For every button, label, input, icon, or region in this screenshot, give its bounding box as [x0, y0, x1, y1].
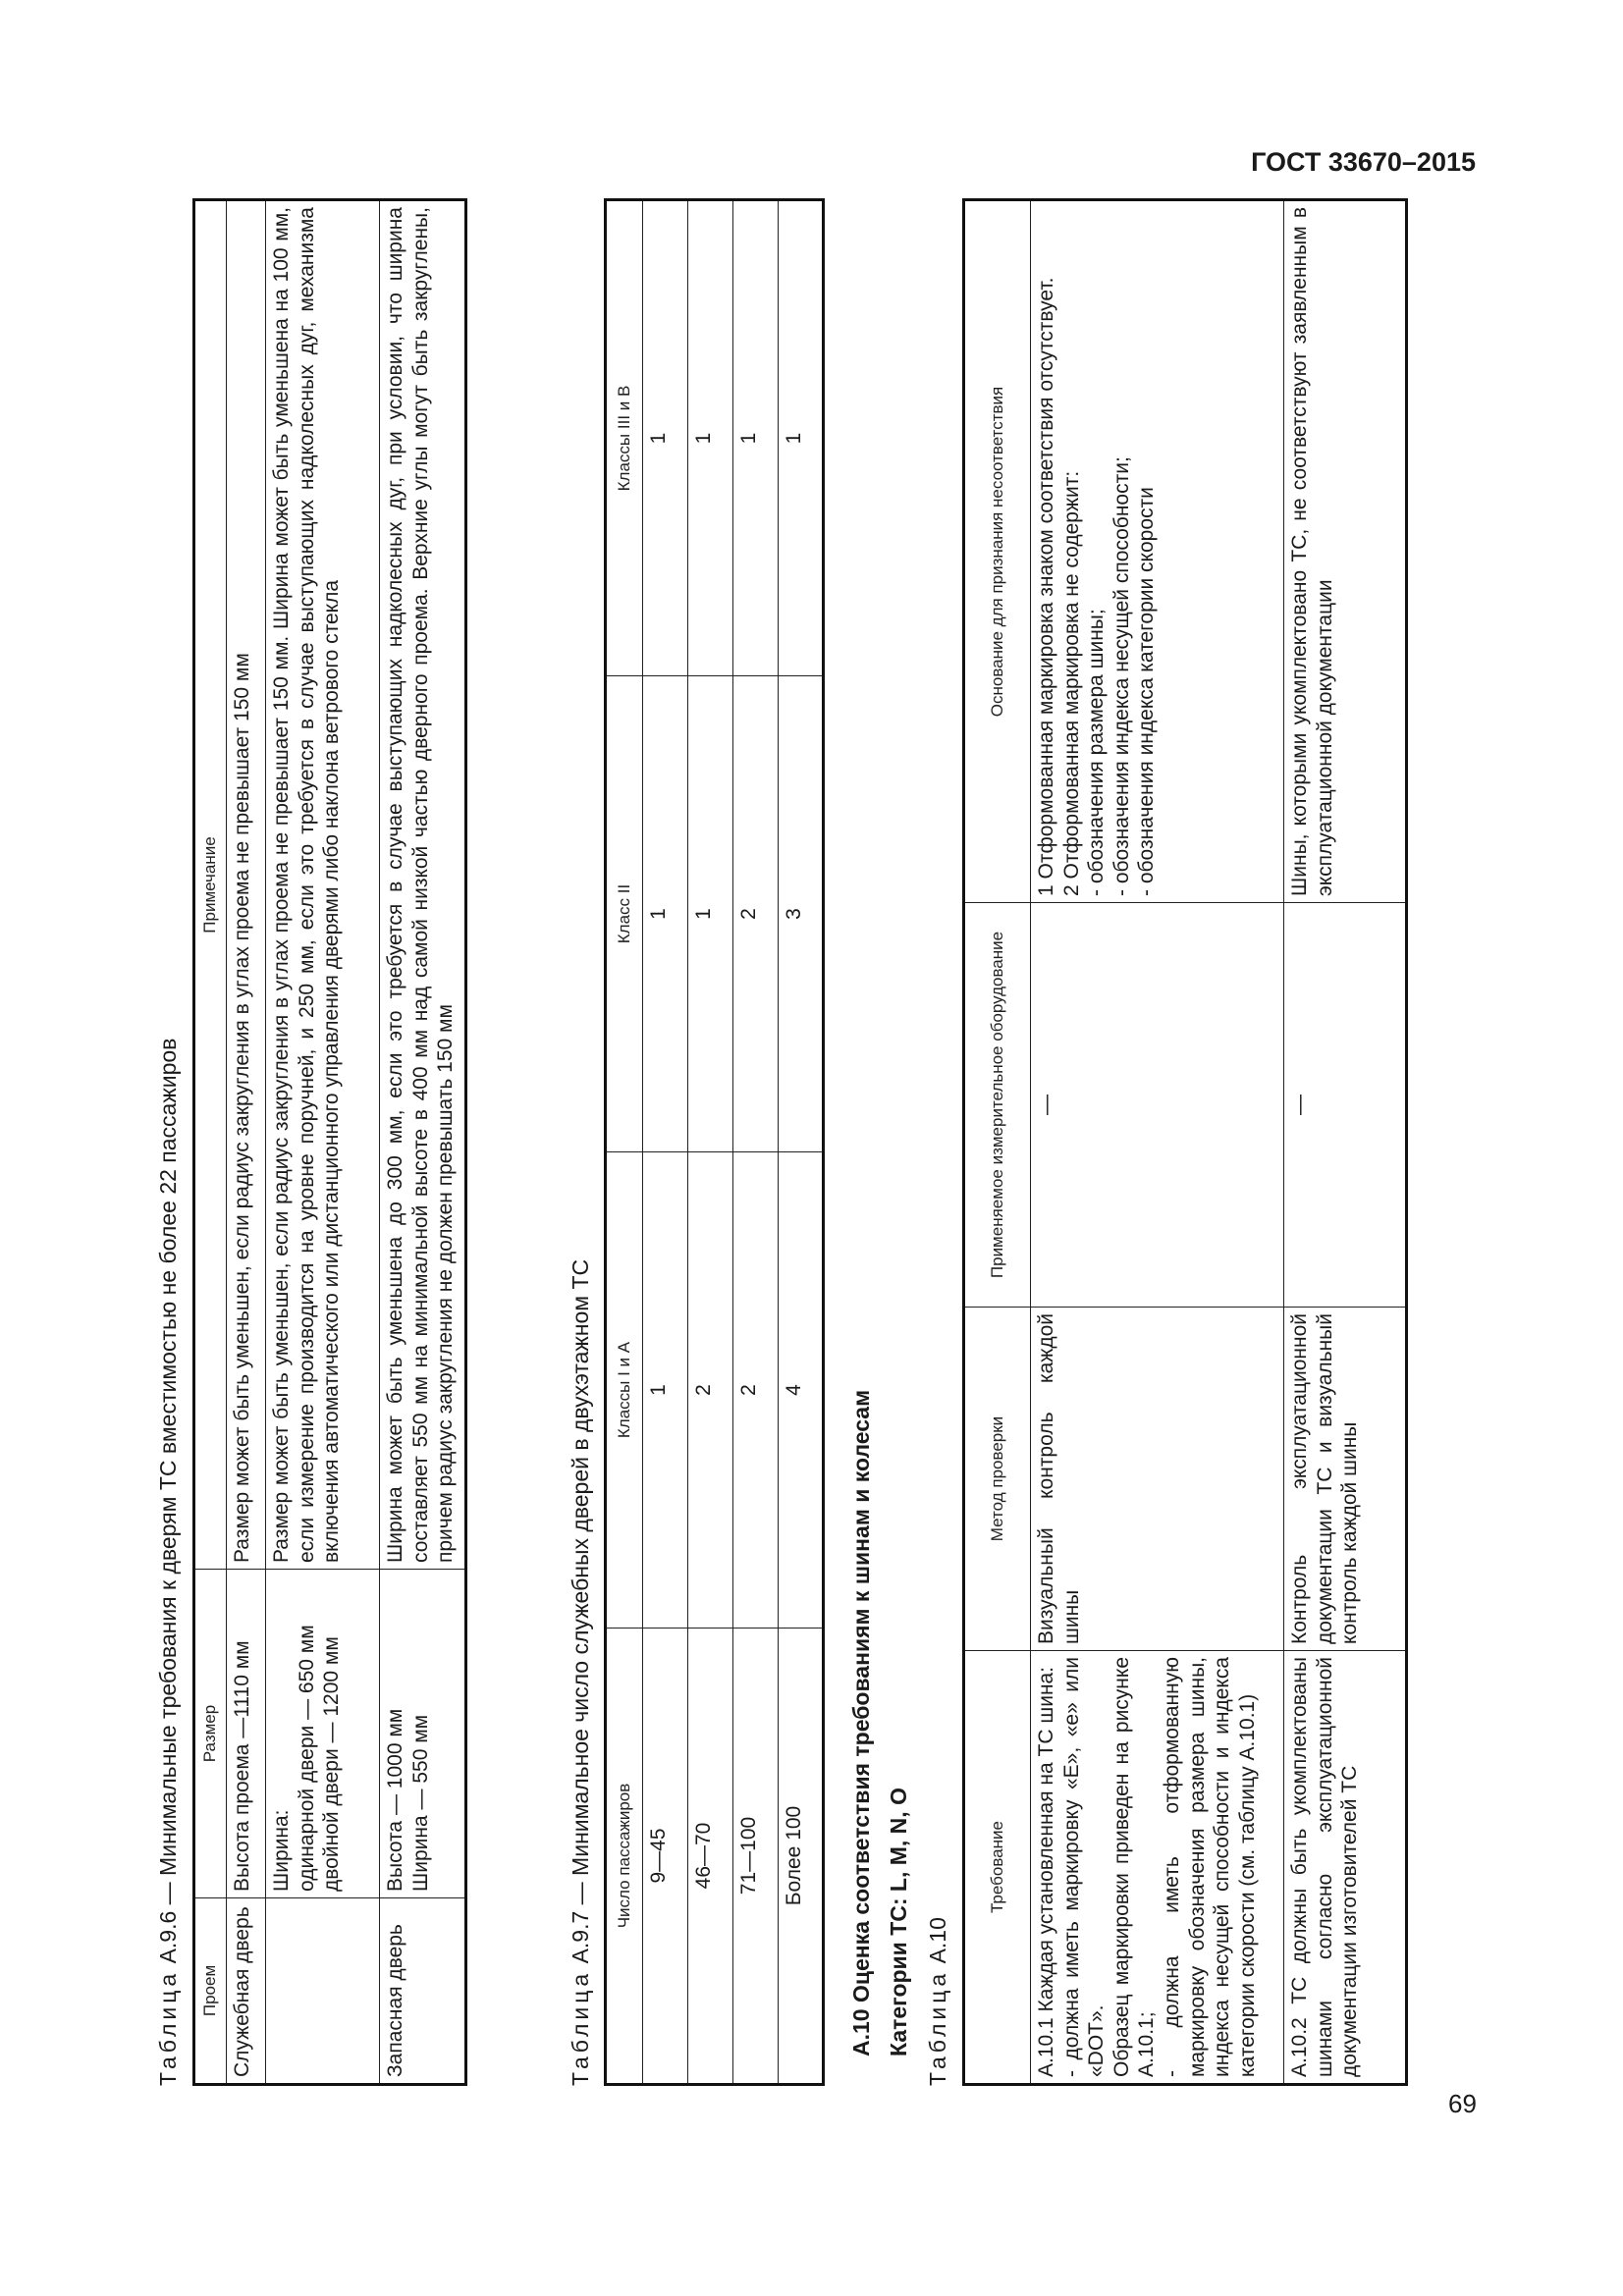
- cell-line: Высота — 1000 мм: [384, 1708, 406, 1892]
- caption-text: А.9.7 — Минимальное число служебных дверей в двухэтажном ТС: [568, 1258, 593, 1964]
- cell-line: 1 Отформованная маркировка знаком соответствия отсутствует.: [1035, 277, 1057, 896]
- table-cell: 2: [733, 676, 779, 1152]
- cell-line: одинарной двери — 650 мм: [295, 1625, 318, 1892]
- caption-text: А.9.6 — Минимальные требования к дверям ТС вместимостью не более 22 пассажиров: [155, 1038, 181, 1964]
- table-header: Применяемое измерительное оборудование: [964, 903, 1031, 1308]
- caption-prefix: Таблица: [155, 1969, 181, 2086]
- table-cell: [1284, 200, 1407, 903]
- cell-line: двойной двери — 1200 мм: [320, 1636, 344, 1892]
- cell-line: А.10.2 ТС должны быть укомплектованы шинами согласно эксплуатационной документации изготовителей ТС: [1288, 1657, 1362, 2077]
- table-cell: Запасная дверь: [380, 1898, 466, 2085]
- cell-line: Образец маркировки приведен на рисунке А.10.1;: [1109, 1657, 1159, 2077]
- table-a10: [962, 198, 1408, 2086]
- table-header: Размер: [194, 1570, 227, 1898]
- table-header: Число пассажиров: [606, 1629, 643, 2085]
- table-cell: Размер может быть уменьшен, если радиус закругления в углах проема не превышает 150 мм. Ширина может быть уменьшена на 100 мм, если измерение производится на уровне поручней, и 250 мм, если это требуется в случае выступающих надколесных дуг, механизма включения автоматического или дистанционного управления дверями либо наклона ветрового стекла: [266, 200, 380, 1570]
- table-cell: Более 100: [779, 1629, 824, 2085]
- table-cell: [380, 1570, 466, 1898]
- table-cell: [1031, 1651, 1284, 2085]
- table-cell: 1: [643, 200, 688, 676]
- table-cell: 9—45: [643, 1629, 688, 2085]
- table-cell: [266, 1898, 380, 2085]
- table-cell: 1: [733, 200, 779, 676]
- caption-prefix: Таблица: [925, 1969, 950, 2086]
- caption-prefix: Таблица: [568, 1969, 593, 2086]
- cell-line: - обозначения размера шины;: [1085, 609, 1109, 896]
- table-cell: 1: [643, 676, 688, 1152]
- cell-line: - должна иметь маркировку «Е», «е» или «DOT».: [1059, 1657, 1109, 2077]
- table-header: Основание для признания несоответствия: [964, 200, 1031, 903]
- document-code: ГОСТ 33670–2015: [1251, 147, 1476, 177]
- table-cell: Высота проема —1110 мм: [227, 1570, 266, 1898]
- cell-line: - обозначения индекса несущей способности;: [1109, 456, 1133, 896]
- table-cell: 46—70: [688, 1629, 733, 2085]
- table-cell: 71—100: [733, 1629, 779, 2085]
- table-cell: Визуальный контроль каждой шины: [1031, 1308, 1284, 1651]
- caption-text: А.10: [925, 1917, 950, 1964]
- table-cell: 1: [779, 200, 824, 676]
- table-cell: [1031, 200, 1284, 903]
- table-a97-caption: [568, 1259, 594, 2086]
- cell-line: Ширина — 550 мм: [408, 1714, 432, 1892]
- cell-line: - должна иметь отформованную маркировку обозначения размера шины, индекса несущей способности и индекса категории скорости (см. таблицу А.10.1): [1161, 1657, 1259, 2077]
- rotated-content: [147, 123, 1478, 2086]
- table-header: Требование: [964, 1651, 1031, 2085]
- table-cell: 4: [779, 1152, 824, 1629]
- table-cell: 2: [688, 1152, 733, 1629]
- table-cell: 1: [688, 676, 733, 1152]
- page-number: 69: [1448, 2089, 1477, 2118]
- table-cell: Контроль эксплуатационной документации ТС и визуальный контроль каждой шины: [1284, 1308, 1407, 1651]
- table-cell: 1: [688, 200, 733, 676]
- cell-line: Ширина:: [270, 1809, 293, 1892]
- cell-line: А.10.1 Каждая установленная на ТС шина:: [1035, 1666, 1057, 2077]
- table-cell: —: [1031, 903, 1284, 1308]
- table-cell: 2: [733, 1152, 779, 1629]
- table-a97: [604, 198, 825, 2086]
- table-cell: [1284, 1651, 1407, 2085]
- table-cell: —: [1284, 903, 1407, 1308]
- table-a96: [192, 198, 467, 2086]
- cell-line: 2 Отформованная маркировка не содержит:: [1059, 470, 1083, 896]
- table-cell: Служебная дверь: [227, 1898, 266, 2085]
- cell-line: Шины, которыми укомплектовано ТС, не соответствуют заявленным в эксплуатационной документации: [1288, 207, 1336, 896]
- table-header: Примечание: [194, 200, 227, 1570]
- table-header: Классы III и В: [606, 200, 643, 676]
- table-cell: 3: [779, 676, 824, 1152]
- table-header: Проем: [194, 1898, 227, 2085]
- section-categories: Категории ТС: L, M, N, O: [886, 1788, 911, 2056]
- cell-line: - обозначения индекса категории скорости: [1135, 487, 1159, 896]
- table-cell: 1: [643, 1152, 688, 1629]
- table-header: Метод проверки: [964, 1308, 1031, 1651]
- table-header: Класс II: [606, 676, 643, 1152]
- table-cell: [266, 1570, 380, 1898]
- table-a96-caption: [155, 1039, 182, 2086]
- table-cell: Размер может быть уменьшен, если радиус закругления в углах проема не превышает 150 мм: [227, 200, 266, 1570]
- table-a10-caption: [925, 1917, 951, 2086]
- table-cell: Ширина может быть уменьшена до 300 мм, если это требуется в случае выступающих надколесных дуг, при условии, что ширина составляет 550 мм на минимальной высоте в 400 мм над самой низкой частью дверного проема. Верхние углы могут быть закруглены, причем радиус закругления не должен превышать 150 мм: [380, 200, 466, 1570]
- section-title: А.10 Оценка соответствия требованиям к шинам и колесам: [848, 1389, 874, 2056]
- table-header: Классы I и А: [606, 1152, 643, 1629]
